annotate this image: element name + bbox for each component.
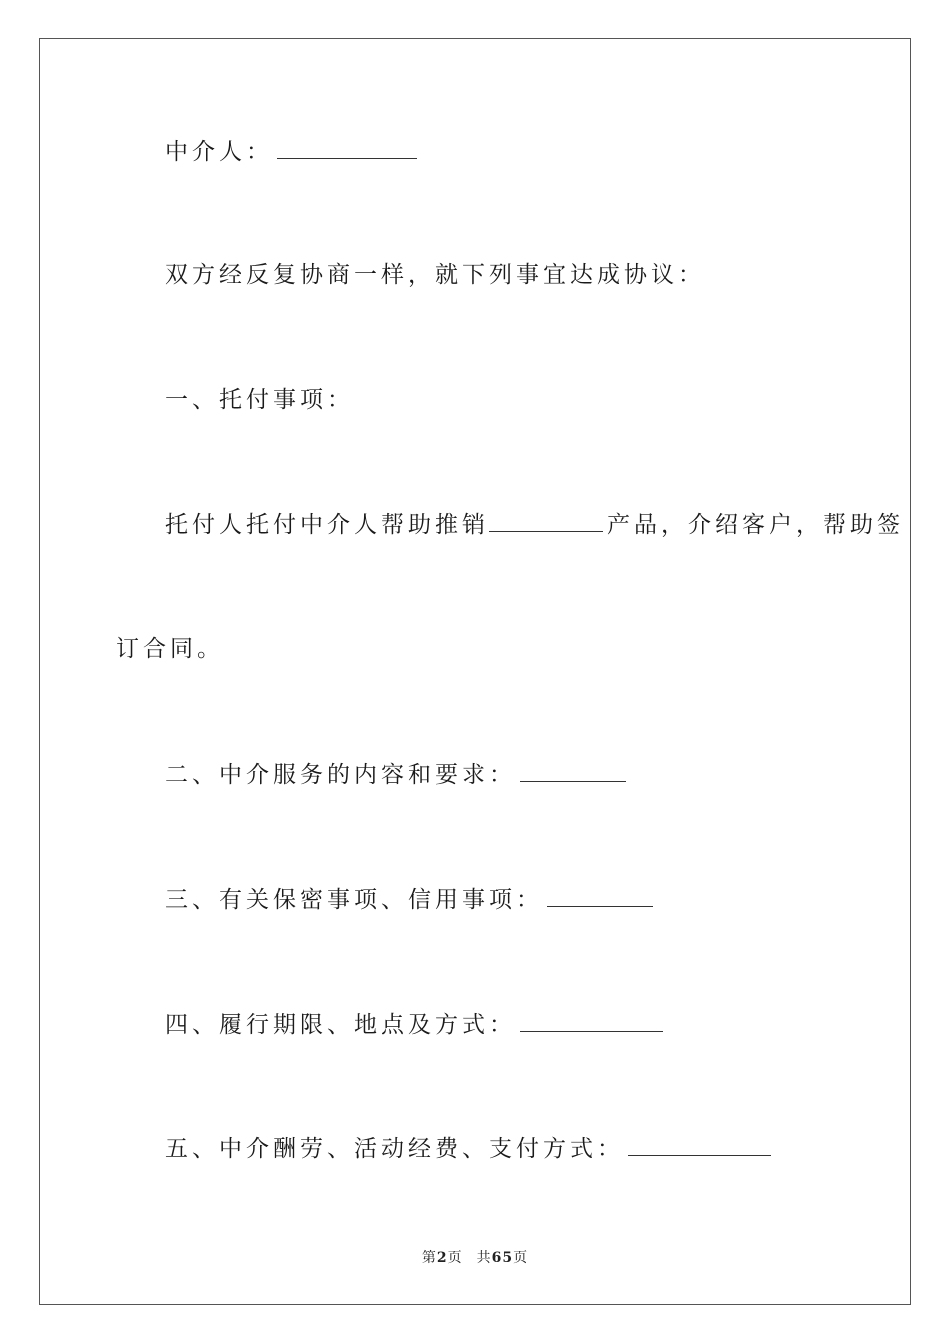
intermediary-blank	[277, 136, 417, 159]
clause-1-body-text-b: 产品，介绍客户，帮助签	[607, 512, 904, 538]
clause-3-blank	[547, 884, 653, 907]
intermediary-line	[165, 136, 417, 167]
page-prefix: 第	[421, 1250, 437, 1266]
page-frame	[39, 38, 911, 1305]
intermediary-label: 中介人：	[165, 139, 273, 165]
clause-1-body-text-a: 托付人托付中介人帮助推销	[165, 512, 489, 538]
clause-1-body-text-c: 订合同。	[116, 636, 224, 662]
clause-3-text: 三、有关保密事项、信用事项：	[165, 887, 543, 913]
total-suffix: 页	[513, 1250, 529, 1266]
clause-1-body	[165, 509, 904, 540]
clause-5-text: 五、中介酬劳、活动经费、支付方式：	[165, 1136, 624, 1162]
clause-2-text: 二、中介服务的内容和要求：	[165, 762, 516, 788]
clause-5	[165, 1133, 771, 1164]
product-blank	[489, 509, 603, 532]
clause-1-title	[165, 385, 354, 415]
total-pages: 65	[491, 1250, 514, 1266]
page-suffix: 页	[447, 1250, 463, 1266]
clause-4-text: 四、履行期限、地点及方式：	[165, 1012, 516, 1038]
clause-4-blank	[520, 1009, 663, 1032]
total-prefix: 共	[476, 1250, 492, 1266]
page-footer	[0, 1247, 950, 1267]
clause-2-blank	[520, 759, 626, 782]
agreement-intro	[165, 260, 705, 290]
clause-4	[165, 1009, 663, 1040]
clause-3	[165, 884, 653, 915]
clause-2	[165, 759, 626, 790]
clause-1-body-continued	[116, 634, 224, 664]
clause-5-blank	[628, 1133, 771, 1156]
page-number: 2	[436, 1250, 448, 1266]
clause-1-title-text: 一、托付事项：	[165, 387, 354, 413]
agreement-intro-text: 双方经反复协商一样，就下列事宜达成协议：	[165, 262, 705, 288]
